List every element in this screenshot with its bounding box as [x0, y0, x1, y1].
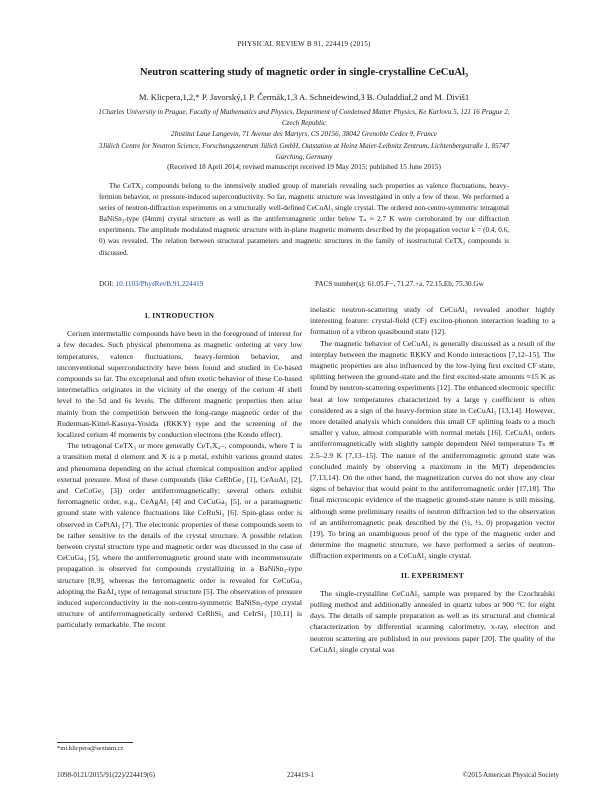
section-heading-experiment: II. EXPERIMENT: [401, 570, 464, 580]
section-heading-introduction: I. INTRODUCTION: [144, 311, 215, 320]
received-dates: (Received 18 April 2014; revised manuscript received 19 May 2015; published 15 June 2015): [167, 162, 441, 171]
paper-title: Neutron scattering study of magnetic order in single-crystalline CeCuAl₃: [139, 67, 469, 78]
abstract: The CeTX₃ compounds belong to the intensively studied group of materials revealing such properties as valence fluctuations, heavy-fermion behavior, or pressure-induced superconductivity. So far, magnetic structure was investigated in only a few of these. We performed a series of neutron-diffraction experiments on a structurally well-defined CeCuAl₃ single crystal. The ordered non-centro-symmetric tetragonal BaNiSn₃-type (I4mm) crystal structure as well as the antiferromagnetic order below Tₙ ≈ 2.7 K were corroborated by our diffraction experiments. The amplitude modulated magnetic structure with in-plane magnetic moments described by the propagation vector k = (0.4, 0.6, 0) was revealed. The relation between structural parameters and magnetic structures in the family of isostructural CeTX₃ compounds is discussed.: [99, 182, 509, 257]
experiment-paragraph-1: The single-crystalline CeCuAl₃ sample was prepared by the Czochralski pulling method and additionally annealed in quartz tubes at 900 °C for eight days. The details of sample preparation as well as its structural and chemical characterization by differential scanning calorimetry, x-ray, electron and neutron scattering are published in our previous paper [20]. The quality of the CeCuAl₃ single crystal was: [310, 588, 555, 654]
intro-paragraph-3: inelastic neutron-scattering study of CeCuAl₃ revealed another highly interesting feature: crystal-field (CF) exciton-phonon interaction leading to a formation of a vibron quasibound state [12].: [310, 305, 555, 337]
affiliation-1: 1Charles University in Prague, Faculty of Mathematics and Physics, Department of Condensed Matter Physics, Ke Karlovu 5, 121 16 Prague 2, Czech Republic: [98, 108, 510, 128]
footer-copyright: ©2015 American Physical Society: [462, 771, 559, 779]
footnote-email: *mi.klicpera@seznam.cz: [57, 745, 124, 752]
doi-label: DOI:: [99, 280, 114, 288]
left-column: [57, 310, 302, 631]
intro-paragraph-2: The tetragonal CeTX₃ or more generally CeTₓX₄₋ₓ compounds, where T is a transition metal d element and X is a p metal, exhibit various ground states and phenomena depending on the actual chemical composition and/or applied external pressure. Most of these compounds (like CeRhGe₃ [1], CeAuAl₃ [2], and CeCoGe₃ [3]) order antiferromagnetically; several others exhibit ferromagnetic order, e.g., CeAgAl₃ [4] and CeCuGa₃ [5], or a paramagnetic ground state with valence fluctuations like CeRuSi₃ [6]. Spin-glass order is observed in CePtAl₃ [7]. The electronic properties of these compounds seem to be rather sensitive to the details of the crystal structure. A possible relation between crystal structure type and magnetic order was discussed in the case of CeCuGa₃ [5], where the antiferromagnetic ground state with incommensurate propagation is observed for compounds crystallizing in a BaNiSn₃-type structure [8,9], whereas the ferromagnetic order is revealed for CeCuGa₃ adopting the BaAl₄ type of tetragonal structure [5]. The observation of pressure induced superconductivity in the non-centro-symmetric BaNiSn₃-type crystal structure of antiferromagnetically ordered CeRhSi₃ and CeIrSi₃ [10,11] is particularly remarkable. The recent: [57, 441, 302, 630]
footer-issn: 1098-0121/2015/91(22)/224419(6): [57, 771, 155, 779]
affiliations: [92, 107, 516, 163]
right-column: [310, 304, 555, 655]
author-list: M. Klicpera,1,2,* P. Javorský,1 P. Čermák,1,3 A. Schneidewind,3 B. Ouladdiaf,2 and M. Diviš1: [138, 92, 470, 102]
doi-pacs-line: [99, 280, 509, 288]
pacs-numbers: PACS number(s): 61.05.F−, 71.27.+a, 72.15.Eb, 75.30.Gw: [315, 280, 484, 288]
footer-page-number: 224419-1: [287, 771, 314, 779]
affiliation-3: 3Jülich Centre for Neutron Science, Forschungszentrum Jülich GmbH, Outstation at Heinz Maier-Leibnitz Zentrum, Lichtenbergstraße 1, 85747 Garching, Germany: [98, 141, 510, 161]
affiliation-2: 2Institut Laue Langevin, 71 Avenue des Martyrs, CS 20156, 38042 Grenoble Cedex 9, France: [170, 130, 438, 139]
intro-paragraph-4: The magnetic behavior of CeCuAl₃ is generally discussed as a result of the interplay between the magnetic RKKY and Kondo interactions [7,12–15]. The magnetic properties are also influenced by the low-lying first excited CF state, splitting between the ground-state and the first excited-state amounts ≈15 K as found by neutron-scattering experiments [12]. The enhanced electronic specific heat at low temperatures characterized by a large γ coefficient is often considered as a sign of the heavy-fermion state in CeCuAl₃ [13,14]. However, more detailed analysis which considers this small CF splitting leads to a much smaller γ value, almost comparable with normal metals [16]. CeCuAl₃ orders antiferromagnetically with slightly sample dependent Néel temperature Tₙ ≅ 2.5–2.9 K [7,13–15]. The nature of the antiferromagnetic ground state was concluded mainly by observing a maximum in the M(T) dependencies [7,13,14]. On the other hand, the magnetization curves do not show any clear signs of behavior that would point to the antiferromagnetic order [17,18]. The final microscopic evidence of the magnetic ground-state nature is still missing, although some preliminary results of neutron diffraction led to the observation of an antiferromagnetic peak described by the (½, ½, 0) propagation vector [19]. To bring an unambiguous proof of the type of the magnetic order and determine the magnetic structure, we have performed a series of neutron-diffraction experiments on a CeCuAl₃ single crystal.: [310, 338, 555, 561]
intro-paragraph-1: Cerium intermetallic compounds have been in the foreground of interest for a few decades. Such physical phenomena as magnetic ordering at very low temperatures, valence fluctuations, heavy-fermion behavior, and unconventional superconductivity have been found and studied in Ce-based compounds so far. The exceptional and often exotic behavior of these Ce-based intermetallics originates in the vicinity of the energy of the cerium 4f shell level to the 5d and 6s levels. The different magnetic properties then arise mainly from the competition between the long-range magnetic order of the Ruderman-Kittel-Kasuya-Yosida (RKKY) type and the screening of the localized cerium 4f moments by conduction electrons (the Kondo effect).: [57, 329, 302, 440]
doi-link[interactable]: 10.1103/PhysRevB.91.224419: [115, 280, 204, 288]
footnote-rule: [57, 742, 133, 743]
journal-header: PHYSICAL REVIEW B 91, 224419 (2015): [237, 40, 371, 48]
